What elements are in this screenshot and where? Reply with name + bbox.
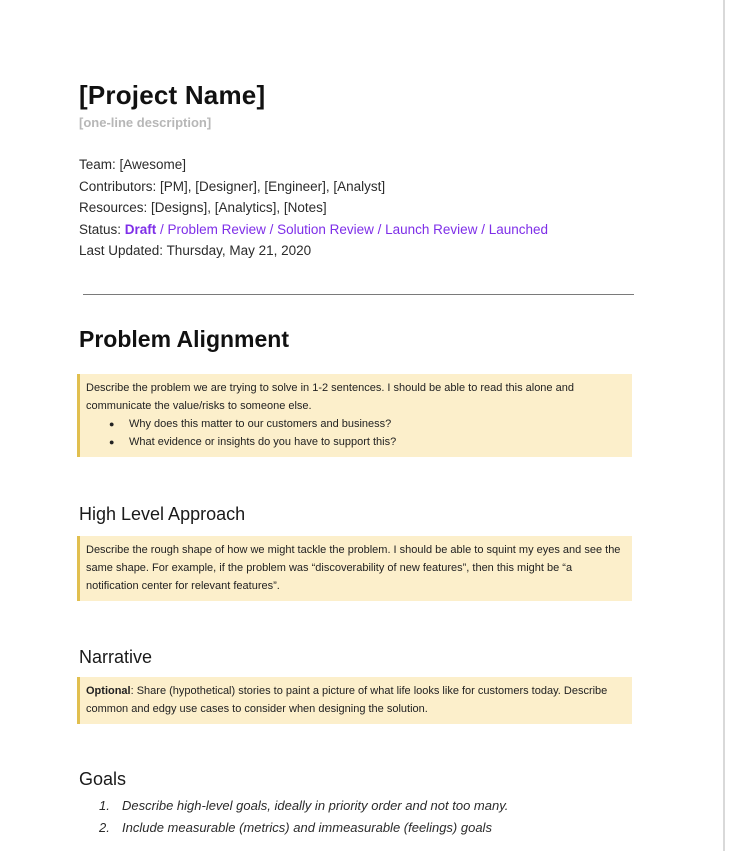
goals-list: [99, 795, 508, 839]
goals-heading: Goals: [79, 769, 127, 789]
problem-alignment-heading: Problem Alignment: [79, 326, 289, 352]
problem-bullet-list: [86, 415, 624, 451]
list-item: ● What evidence or insights do you have to support this?: [129, 433, 624, 451]
section-divider: [83, 294, 634, 295]
status-current: Draft: [124, 221, 157, 237]
narrative-callout: [77, 677, 632, 724]
approach-heading: High Level Approach: [79, 504, 246, 524]
project-meta: [79, 154, 548, 262]
bullet-icon: ●: [109, 419, 115, 429]
project-title: [Project Name]: [79, 80, 266, 110]
status-stages: / Problem Review / Solution Review / Launch Review / Launched: [156, 221, 549, 237]
page-edge-divider: [723, 0, 725, 851]
project-description: [one-line description]: [79, 115, 212, 130]
approach-callout-text: Describe the rough shape of how we might tackle the problem. I should be able to squint my eyes and see the same shape. For example, if the problem was “discoverability of new features”, then this might be “a notification center for relevant features”.: [86, 544, 621, 592]
list-item: 1. Describe high-level goals, ideally in priority order and not too many.: [99, 798, 509, 813]
bullet-icon: ●: [109, 437, 115, 447]
meta-team: Team: [Awesome]: [79, 157, 187, 172]
problem-callout-text: Describe the problem we are trying to solve in 1-2 sentences. I should be able to read this alone and communicate the value/risks to someone else.: [86, 382, 574, 412]
meta-status: [79, 219, 548, 241]
status-label: Status:: [79, 221, 125, 237]
meta-resources: Resources: [Designs], [Analytics], [Notes]: [79, 200, 327, 215]
list-item: 2. Include measurable (metrics) and immeasurable (feelings) goals: [99, 820, 492, 835]
approach-callout: [77, 536, 632, 601]
problem-callout: [77, 374, 632, 457]
list-item: ● Why does this matter to our customers and business?: [129, 415, 624, 433]
narrative-heading: Narrative: [79, 647, 153, 667]
meta-contributors: Contributors: [PM], [Designer], [Engineer], [Analyst]: [79, 178, 386, 194]
optional-label: Optional: [86, 685, 131, 697]
narrative-callout-text: Optional: Share (hypothetical) stories to paint a picture of what life looks like for customers today. Describe common and edgy use cases to consider when designing the solution.: [86, 685, 608, 715]
meta-last-updated: Last Updated: Thursday, May 21, 2020: [79, 243, 312, 258]
